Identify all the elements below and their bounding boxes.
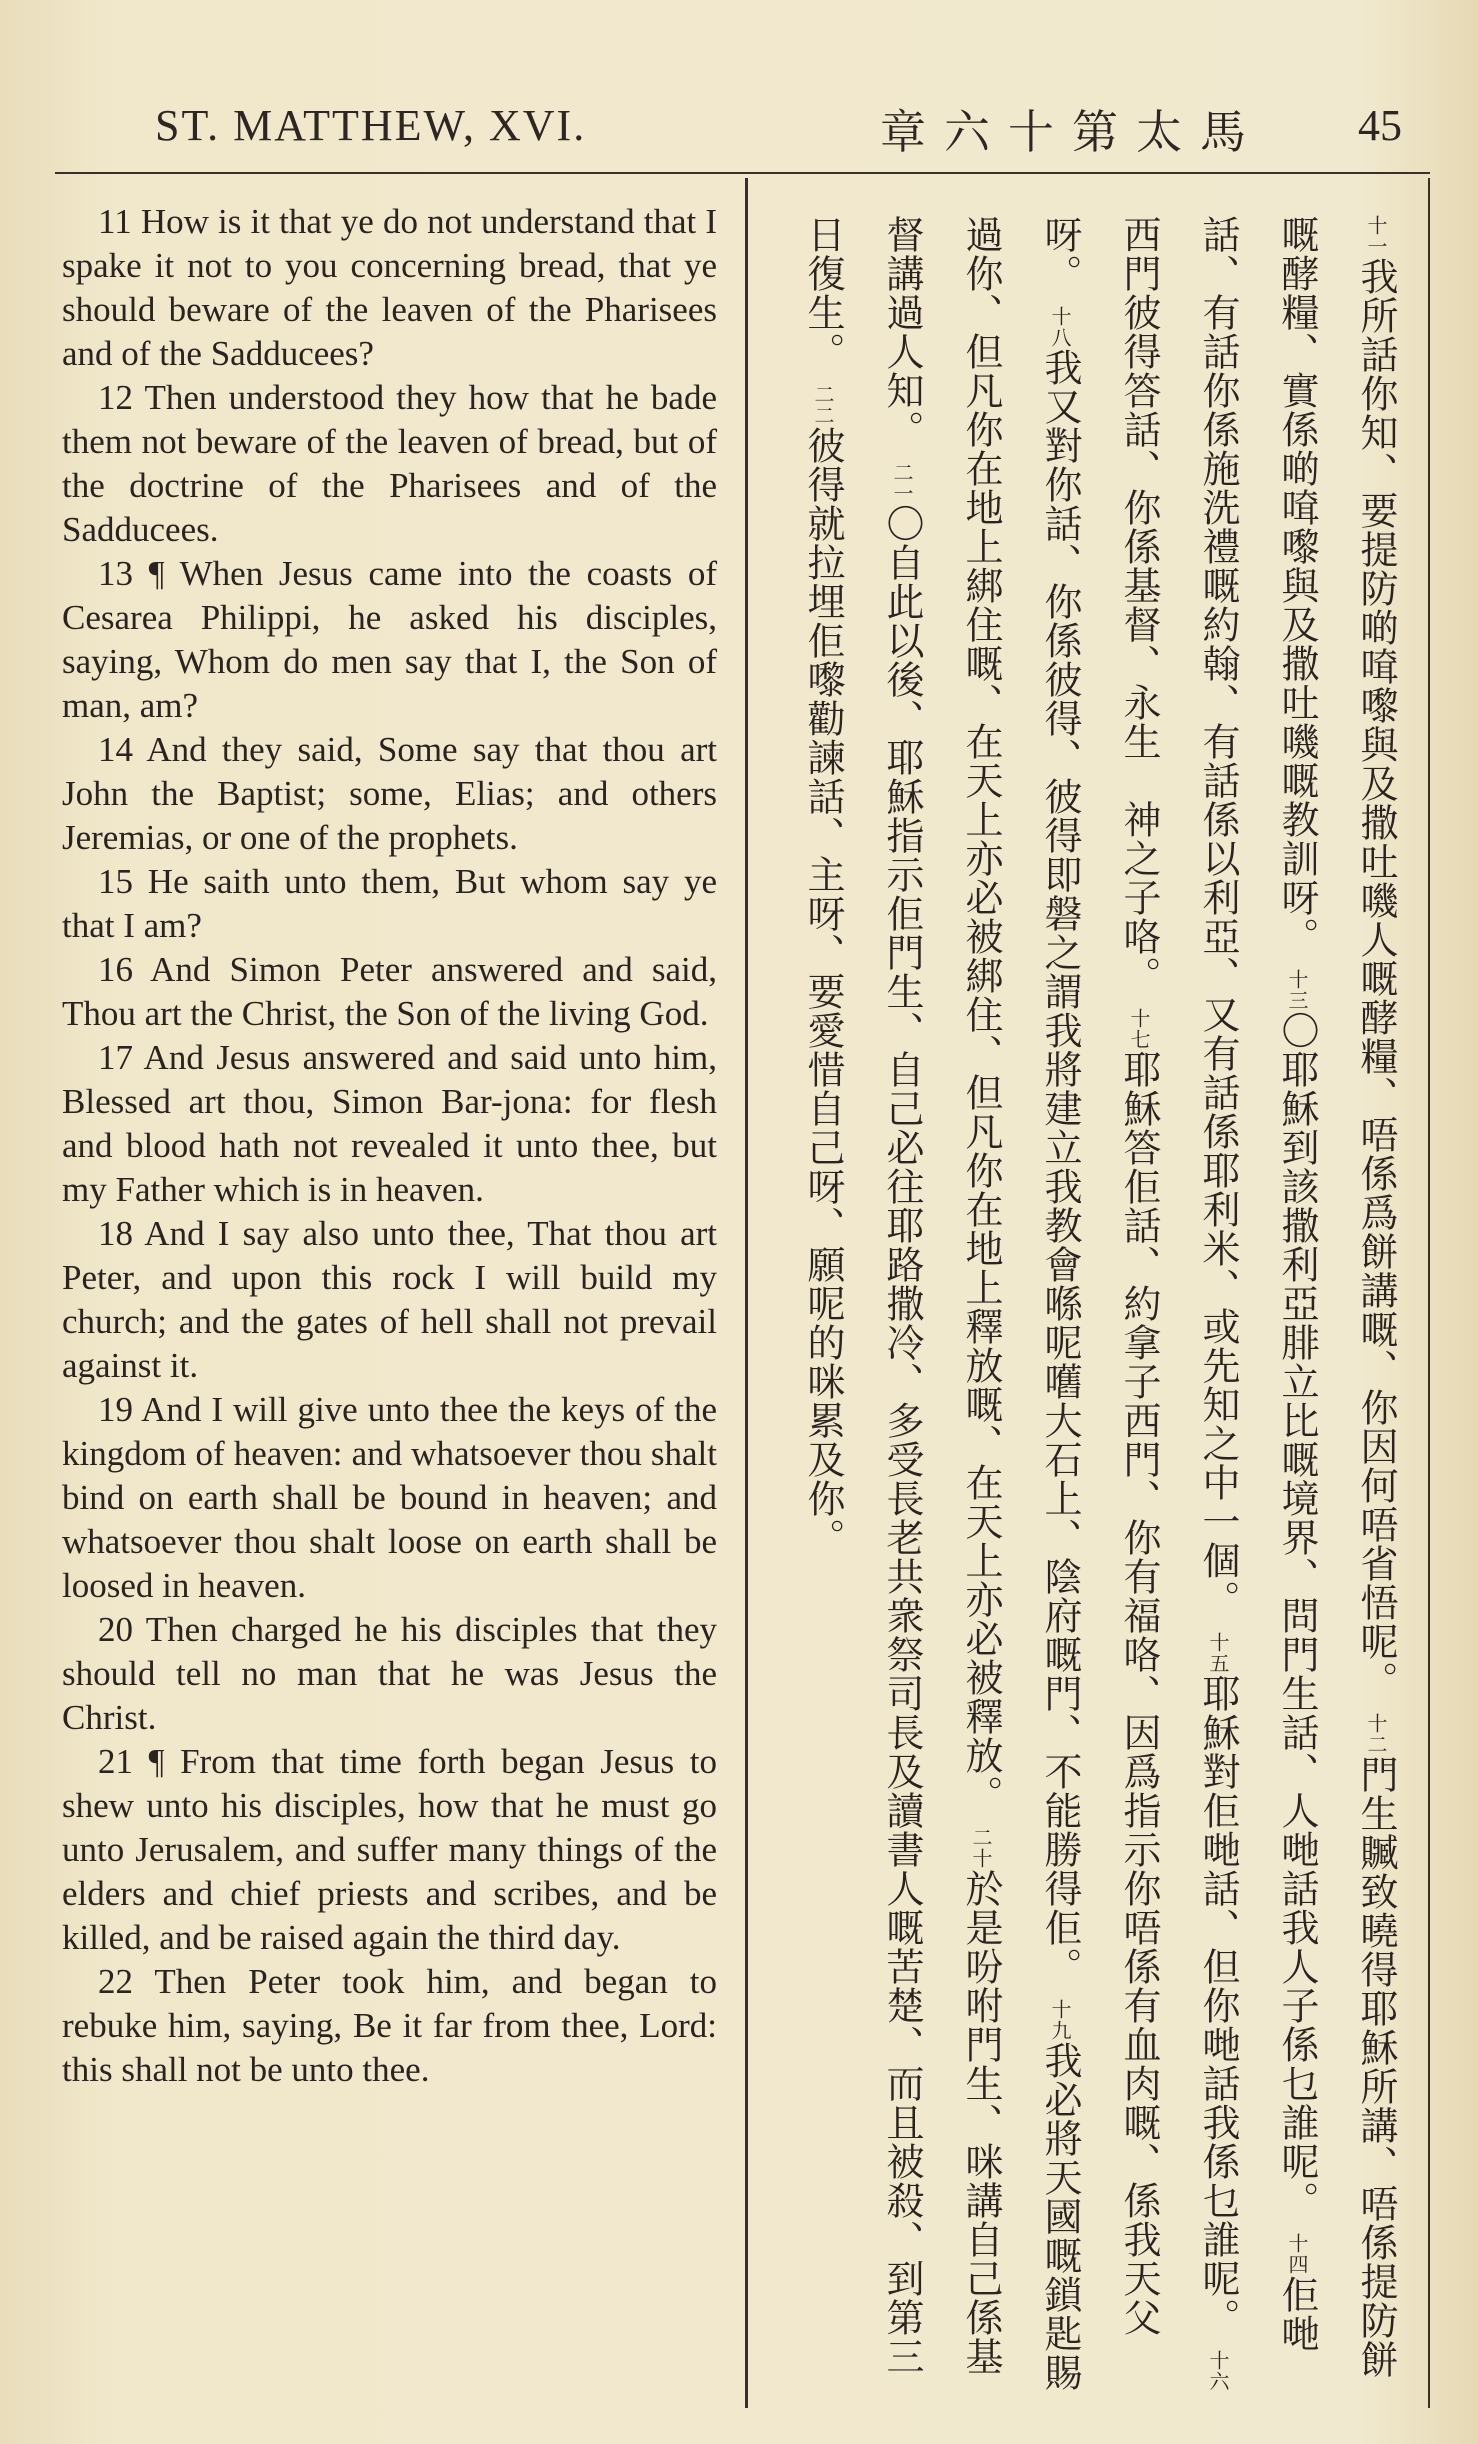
verse-number: 12 <box>98 378 133 417</box>
verse-text: How is it that ye do not understand that I spake it not to you concerning bread, that ye should beware of the leaven of the Pharisees and of the Sadducees? <box>62 202 718 373</box>
english-verse-20 <box>62 1608 717 1740</box>
verse-number: 二一 <box>890 462 914 505</box>
verse-text: And Simon Peter answered and said, Thou art the Christ, the Son of the living God. <box>62 950 717 1033</box>
verse-text: From that time forth began Jesus to shew unto his disciples, how that he must go unto Jerusalem, and suffer many things of the elders and chief priests and scribes, and be killed, and be raised again the third day. <box>62 1742 717 1957</box>
verse-number: 十七 <box>1127 1008 1151 1051</box>
english-verse-22 <box>62 1960 717 2092</box>
chinese-column <box>760 215 1415 2405</box>
english-verse-21 <box>62 1740 717 1960</box>
verse-text: And Jesus answered and said unto him, Blessed art thou, Simon Bar-jona: for flesh and blood hath not revealed it unto thee, but my Father which is in heaven. <box>62 1038 717 1209</box>
chinese-verse-15 <box>1196 1632 1240 2337</box>
header-rule <box>55 172 1430 174</box>
verse-number: 11 <box>98 202 132 241</box>
verse-text: 彼得就拉埋佢嚟勸諫話、主呀、要愛惜自己呀、願呢的咪累及你。 <box>801 426 845 1558</box>
chinese-verse-11 <box>1354 215 1398 1700</box>
verse-number: 二十 <box>969 1827 993 1870</box>
verse-text: 我必將天國嘅鎖匙賜過你、但凡你在地上綁住嘅、在天上亦必被綁住、但凡你在地上釋放嘅、在天上亦必被釋放。 <box>959 215 1082 2393</box>
verse-text: And I will give unto thee the keys of the kingdom of heaven: and whatsoever thou shalt bind on earth shall be bound in heaven; and whatsoever thou shalt loose on earth shall be loosed in heaven. <box>62 1390 718 1605</box>
english-running-title: ST. MATTHEW, XVI. <box>155 101 587 150</box>
right-margin-rule <box>1428 178 1430 2408</box>
verse-number: 十六 <box>1206 2350 1230 2393</box>
verse-number: 14 <box>98 730 133 769</box>
verse-number: 十一 <box>1364 215 1388 257</box>
english-verse-14 <box>62 728 717 860</box>
verse-text: 我所話你知、要提防啲𠸊嚟與及撒吐嘰人嘅酵糧、唔係爲餅講嘅、你因何唔省悟呢。 <box>1354 257 1398 1700</box>
english-verse-11 <box>62 200 717 376</box>
verse-text: He saith unto them, But whom say ye that I am? <box>62 862 717 945</box>
english-verse-15 <box>62 860 717 948</box>
chinese-running-title: 章六十第太馬 <box>880 105 1264 159</box>
verse-number: 十四 <box>1285 2233 1309 2276</box>
verse-number: 17 <box>98 1038 133 1077</box>
chinese-verse-13 <box>1275 969 1319 2220</box>
verse-text: 耶穌答佢話、約拿子西門、你有福咯、因爲指示你唔係有血肉嘅、係我天父呀。 <box>1038 215 1161 2338</box>
page-header <box>0 90 1478 170</box>
verse-text: Then understood they how that he bade them not beware of the leaven of bread, but of the doctrine of the Pharisees and of the Sadducees. <box>62 378 717 549</box>
verse-number: 16 <box>98 950 133 989</box>
english-verse-17 <box>62 1036 717 1212</box>
verse-number: 十八 <box>1048 306 1072 349</box>
verse-number: 20 <box>98 1610 133 1649</box>
verse-text: Then Peter took him, and began to rebuke him, saying, Be it far from thee, Lord: this shall not be unto thee. <box>62 1962 717 2089</box>
verse-number: 21 ¶ <box>98 1742 165 1781</box>
english-verse-16 <box>62 948 717 1036</box>
verse-text: 我又對你話、你係彼得、彼得即磐之謂我將建立我教會喺呢嚿大石上、陰府嘅門、不能勝得佢。 <box>1038 348 1082 1987</box>
verse-number: 十五 <box>1206 1632 1230 1675</box>
english-verse-12 <box>62 376 717 552</box>
verse-text: 門生贓致曉得耶穌所講、唔係提防餅嘅酵糧、實係啲𠸊嚟與及撒吐嘰嘅教訓呀。 <box>1275 215 1398 2380</box>
verse-number: 十九 <box>1048 1999 1072 2042</box>
chinese-verse-22 <box>801 384 845 1557</box>
column-divider <box>745 178 748 2408</box>
verse-text: 佢哋話、有話你係施洗禮嘅約翰、有話係以利亞、又有話係耶利米、或先知之中一個。 <box>1196 215 1319 2354</box>
english-verse-13 <box>62 552 717 728</box>
verse-text: 〇自此以後、耶穌指示佢門生、自己必往耶路撒冷、多受長老共衆祭司長及讀書人嘅苦楚、而且被殺、到第三日復生。 <box>801 215 924 2377</box>
verse-number: 22 <box>98 1962 133 2001</box>
english-column <box>62 200 717 2092</box>
verse-number: 18 <box>98 1214 133 1253</box>
verse-text: And I say also unto thee, That thou art Peter, and upon this rock I will build my church; and the gates of hell shall not prevail against it. <box>62 1214 717 1385</box>
verse-text: 西門彼得答話、你係基督、永生 神之子咯。 <box>1117 215 1161 995</box>
verse-number: 十二 <box>1364 1713 1388 1756</box>
verse-text: 於是吩咐門生、咪講自己係基督講過人知。 <box>880 215 1003 2377</box>
verse-text: When Jesus came into the coasts of Cesarea Philippi, he asked his disciples, saying, Whom do men say that I, the Son of man, am? <box>62 554 718 725</box>
chinese-verse-18 <box>1038 306 1082 1986</box>
page-number: 45 <box>1358 101 1402 150</box>
verse-text: Then charged he his disciples that they should tell no man that he was Jesus the Christ. <box>62 1610 717 1737</box>
verse-text: 耶穌對佢哋話、但你哋話我係乜誰呢。 <box>1196 1674 1240 2338</box>
verse-number: 十三 <box>1285 969 1309 1012</box>
verse-number: 19 <box>98 1390 133 1429</box>
verse-number: 13 ¶ <box>98 554 165 593</box>
english-verse-19 <box>62 1388 717 1608</box>
verse-text: 〇耶穌到該撒利亞腓立比嘅境界、問門生話、人哋話我人子係乜誰呢。 <box>1275 1011 1319 2221</box>
verse-text: And they said, Some say that thou art John the Baptist; some, Elias; and others Jeremias, or one of the prophets. <box>62 730 717 857</box>
verse-number: 二二 <box>811 384 835 427</box>
english-verse-18 <box>62 1212 717 1388</box>
verse-number: 15 <box>98 862 133 901</box>
